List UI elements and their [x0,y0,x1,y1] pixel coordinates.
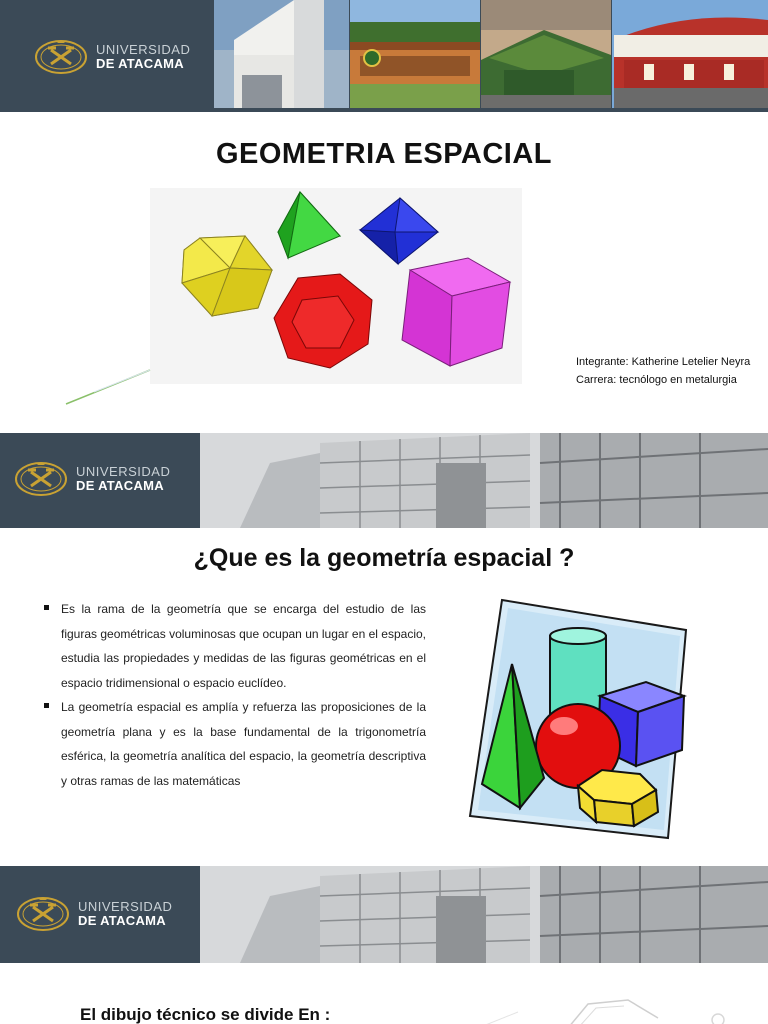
definition-list [40,597,426,793]
crest-icon [16,895,70,933]
campus-photos [214,0,768,108]
building-photo [200,433,768,528]
slide-1 [0,0,768,430]
university-logo [14,460,170,498]
header-banner [0,0,768,112]
member-label: Integrante: Katherine Letelier Neyra [576,356,751,368]
decorative-line [64,366,154,406]
university-logo [16,895,172,933]
brand-line2: DE ATACAMA [78,913,166,928]
list-item: Es la rama de la geometría que se encarga del estudio de las figuras geométricas voluminosas que ocupan un lugar en el espacio, estudia las propiedades y medidas de las figuras geométricas en el espacio tridimensional o espacio euclídeo. [40,597,426,695]
brand-line1: UNIVERSIDAD [76,464,171,480]
drawing-sketch [478,998,768,1024]
brand-line1: UNIVERSIDAD [78,899,173,915]
list-item: La geometría espacial es amplía y refuerza las proposiciones de la geometría plana y es la base fundamental de la trigonometría esférica, la geometría analítica del espacio, la geometría descriptiva y otras ramas de las matemáticas [40,695,426,793]
career-label: Carrera: tecnólogo en metalurgia [576,374,737,386]
slide-3 [0,866,768,1024]
building-photo [200,866,768,963]
brand-line2: DE ATACAMA [96,56,184,71]
polyhedra-illustration [150,188,522,384]
page-title: GEOMETRIA ESPACIAL [215,138,553,170]
brand-line2: DE ATACAMA [76,478,164,493]
header-banner [0,866,768,963]
solids-illustration [468,598,690,840]
section-title: El dibujo técnico se divide En : [80,1005,331,1024]
header-banner [0,433,768,528]
crest-icon [14,460,68,498]
section-title: ¿Que es la geometría espacial ? [193,544,575,572]
slide-2 [0,433,768,863]
crest-icon [34,38,88,76]
university-logo [34,38,190,76]
brand-line1: UNIVERSIDAD [96,42,191,58]
